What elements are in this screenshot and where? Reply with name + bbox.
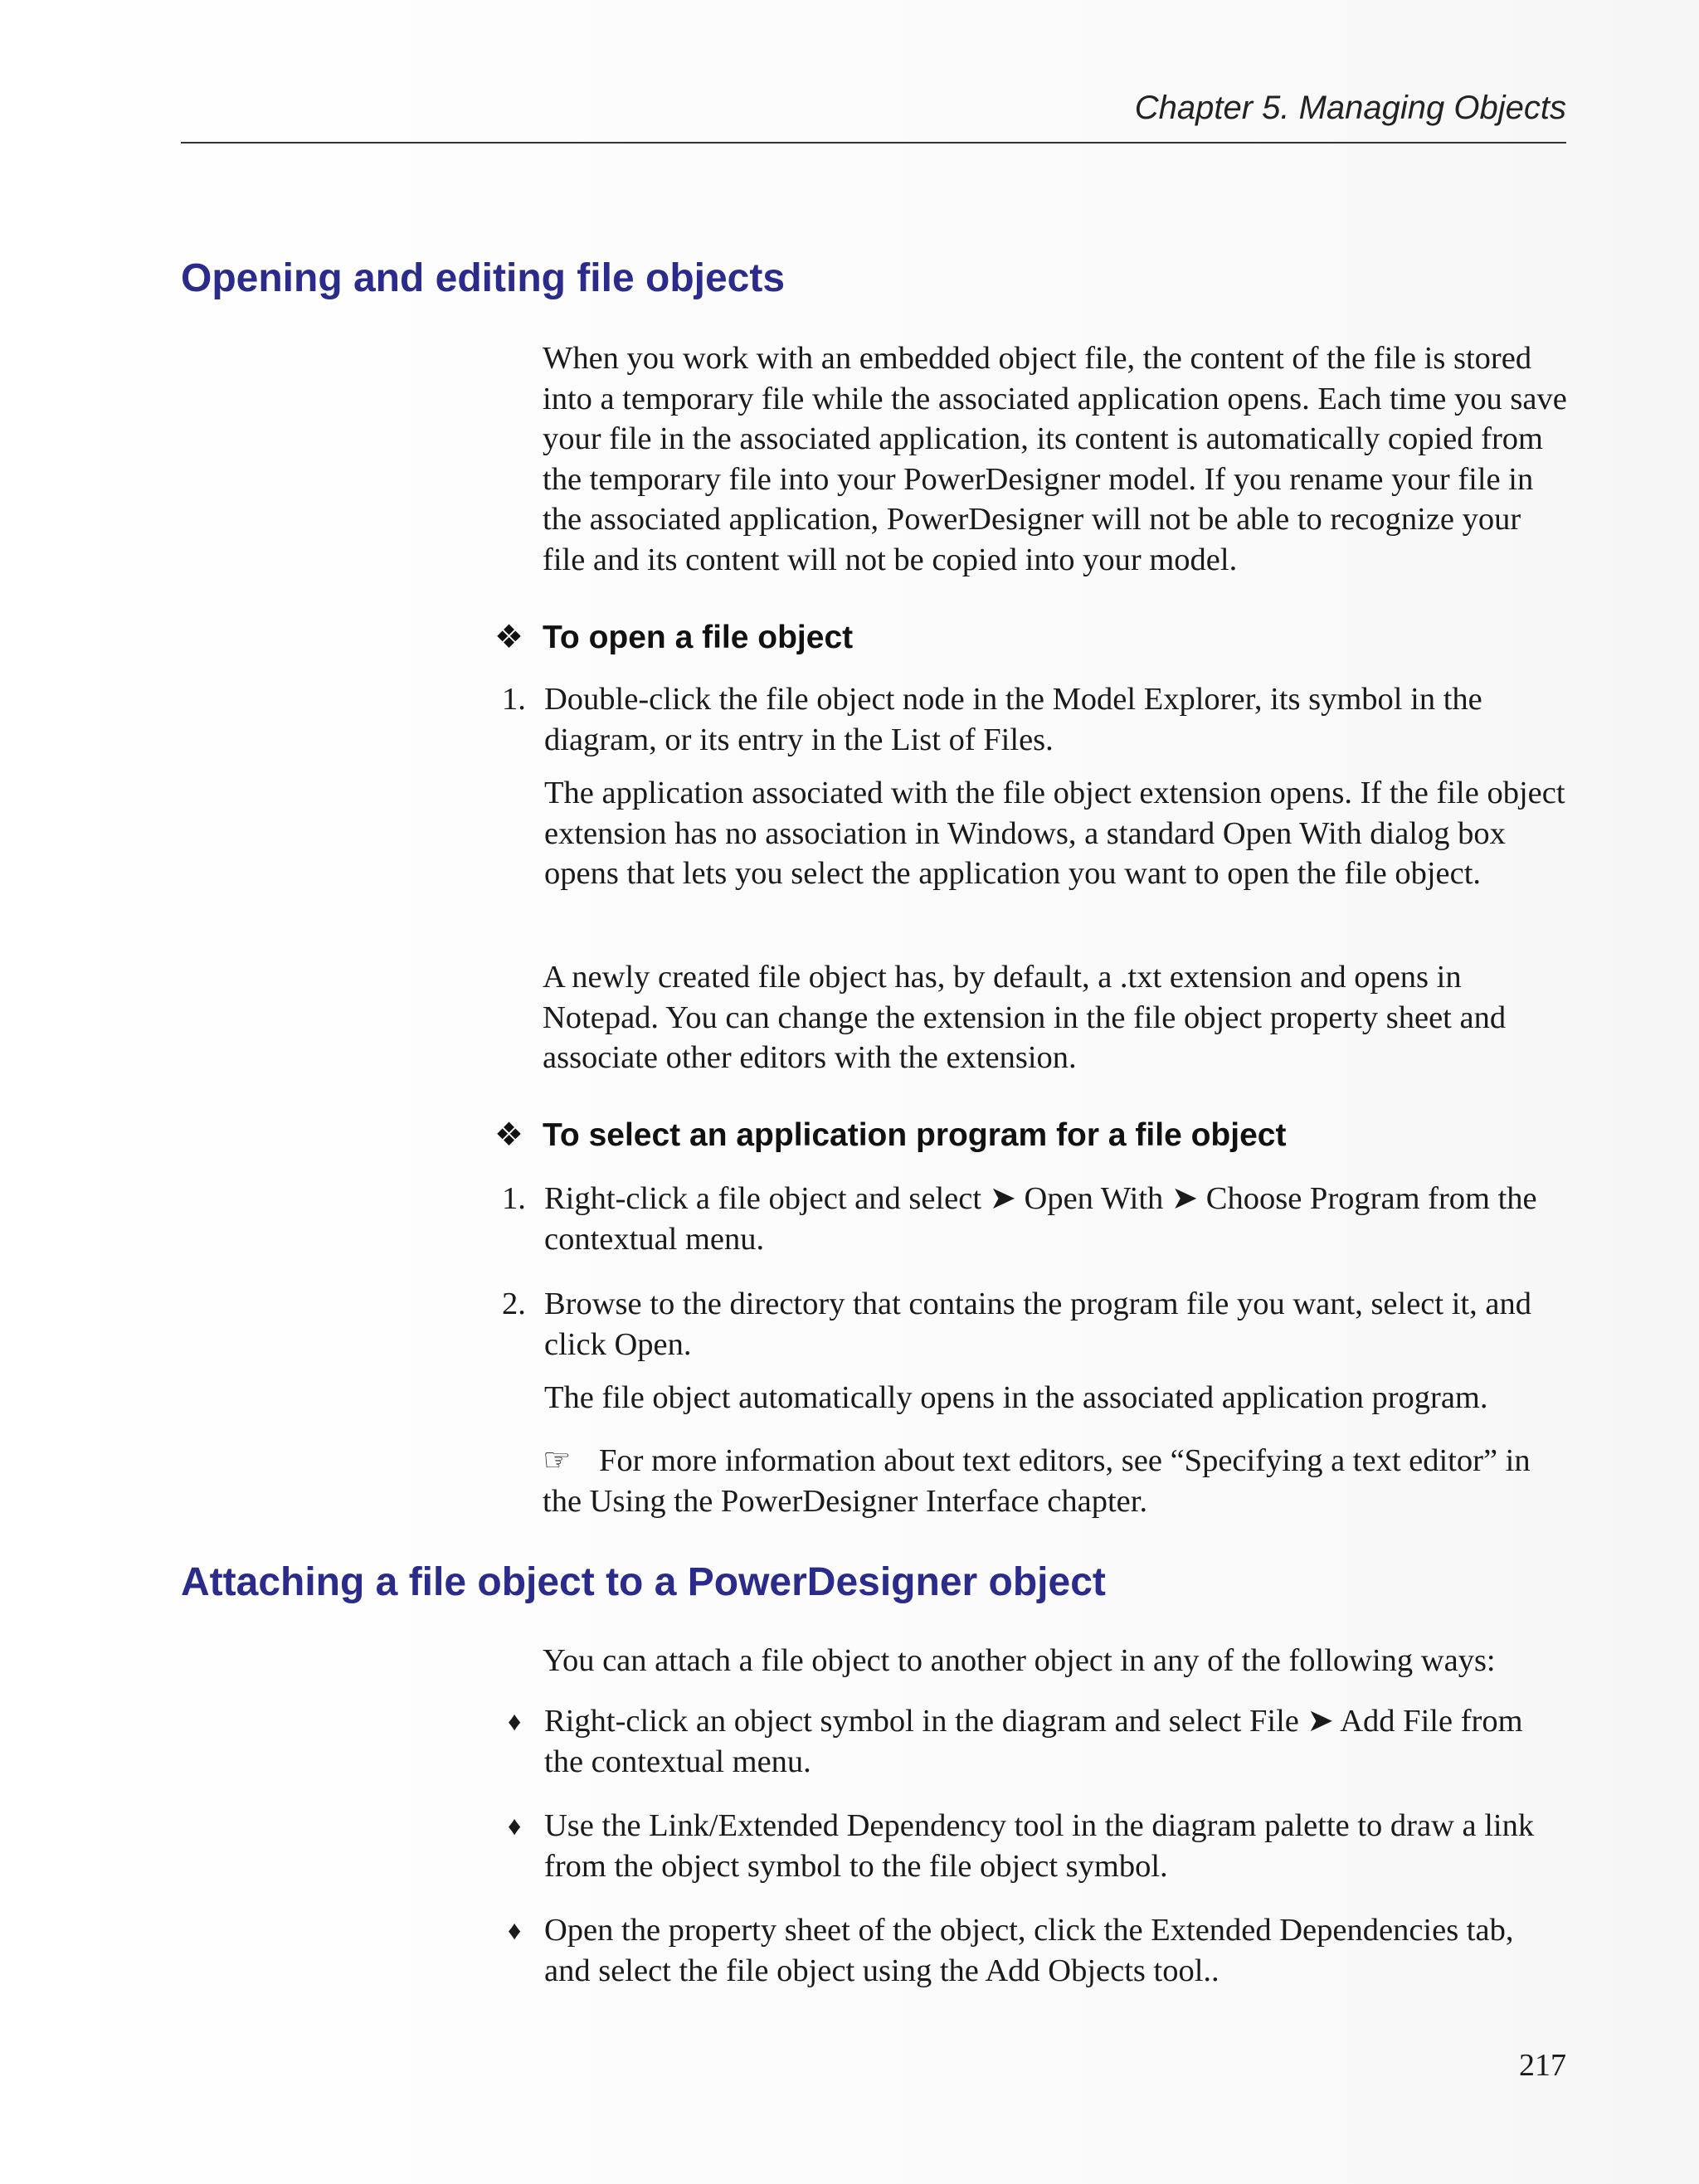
procedure-title: To select an application program for a file object xyxy=(543,1117,1287,1153)
running-header: Chapter 5. Managing Objects xyxy=(1134,90,1566,126)
bullet-item xyxy=(508,1806,1566,1886)
section-heading-attaching: Attaching a file object to a PowerDesigner object xyxy=(181,1560,1106,1604)
bullet-text: Open the property sheet of the object, click the Extended Dependencies tab, and select the file object using the Add Objects tool.. xyxy=(544,1913,1514,1988)
step-result: The application associated with the file object extension opens. If the file object extension has no association in Windows, a standard Open With dialog box opens that lets you select the application you want to open the file object. xyxy=(544,776,1565,891)
note-paragraph: A newly created file object has, by default, a .txt extension and opens in Notepad. You can change the extension in the file object property sheet and associate other editors with the extension. xyxy=(543,960,1507,1075)
section-heading-opening: Opening and editing file objects xyxy=(181,256,786,300)
header-rule xyxy=(181,142,1566,143)
diamond-bullet-icon: ♦ xyxy=(508,1915,522,1945)
section-intro-paragraph: When you work with an embedded object file, the content of the file is stored into a temporary file while the associated application opens. Each time you save your file in the associated application, its content is automatically copied from the temporary file into your PowerDesigner model. If you rename your file in the associated application, PowerDesigner will not be able to recognize your file and its content will not be copied into your model. xyxy=(543,341,1567,577)
step-item xyxy=(502,679,1566,760)
step-number: 1. xyxy=(502,1181,526,1216)
procedure-heading-open xyxy=(494,619,853,656)
procedure-title: To open a file object xyxy=(543,620,854,655)
section-intro-paragraph: You can attach a file object to another object in any of the following ways: xyxy=(543,1643,1496,1678)
pointing-hand-icon: ☞ xyxy=(543,1443,572,1478)
step-result: The file object automatically opens in the associated application program. xyxy=(544,1380,1488,1415)
bullet-text: Right-click an object symbol in the diagram and select File ➤ Add File from the contextual menu. xyxy=(544,1704,1523,1779)
bullet-item xyxy=(508,1910,1566,1991)
step-number: 2. xyxy=(502,1287,526,1321)
bullet-item xyxy=(508,1701,1566,1782)
step-text: Browse to the directory that contains the program file you want, select it, and click Open. xyxy=(544,1287,1531,1362)
diamond-bullet-icon: ♦ xyxy=(508,1706,522,1736)
see-also-text: For more information about text editors, see “Specifying a text editor” in the Using the PowerDesigner Interface chapter. xyxy=(543,1443,1531,1519)
step-item xyxy=(502,1179,1566,1259)
page-number: 217 xyxy=(1519,2048,1566,2083)
procedure-diamond-icon: ❖ xyxy=(494,1117,523,1153)
diamond-bullet-icon: ♦ xyxy=(508,1811,522,1841)
step-number: 1. xyxy=(502,682,526,717)
step-text: Right-click a file object and select ➤ Open With ➤ Choose Program from the contextual menu. xyxy=(544,1181,1537,1257)
step-text: Double-click the file object node in the Model Explorer, its symbol in the diagram, or its entry in the List of Files. xyxy=(544,682,1482,757)
procedure-diamond-icon: ❖ xyxy=(494,620,523,655)
step-item xyxy=(502,1284,1566,1364)
bullet-text: Use the Link/Extended Dependency tool in the diagram palette to draw a link from the object symbol to the file object symbol. xyxy=(544,1808,1535,1884)
procedure-heading-select-program xyxy=(494,1116,1286,1154)
see-also-paragraph xyxy=(543,1441,1568,1521)
